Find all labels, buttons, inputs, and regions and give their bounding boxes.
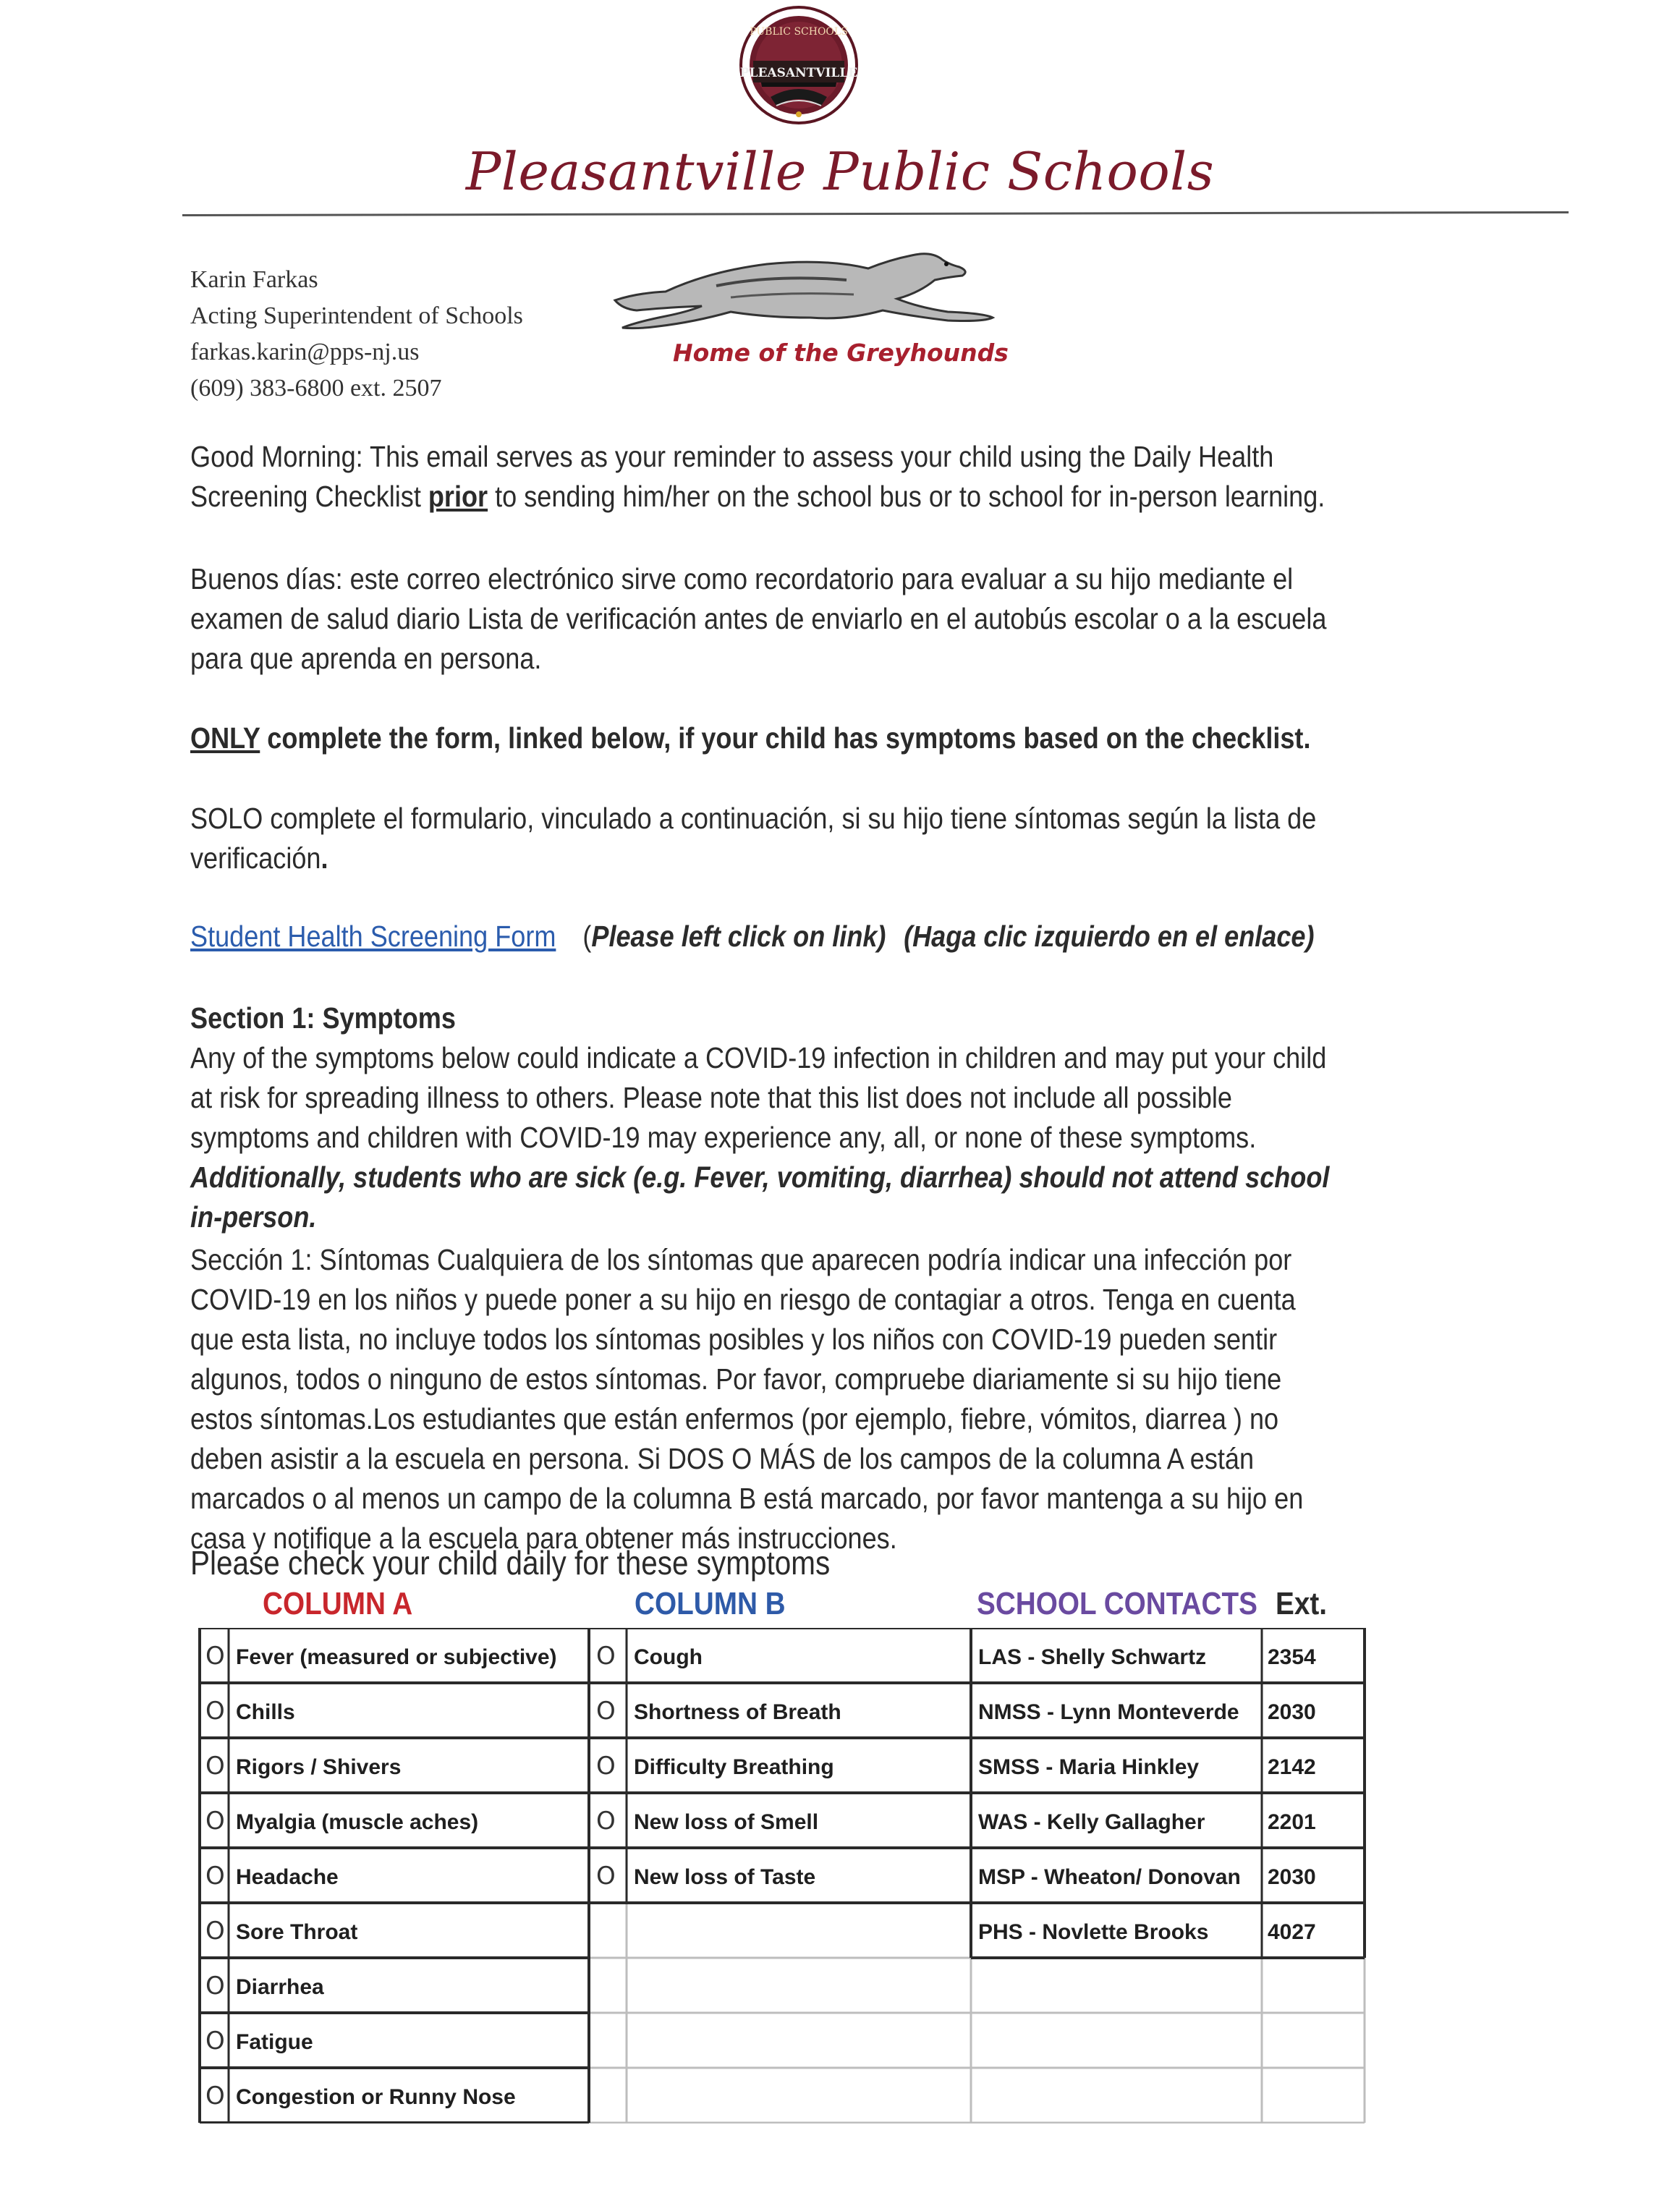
school-contact-name: WAS - Kelly Gallagher xyxy=(978,1810,1205,1834)
column-a-symptom: Chills xyxy=(236,1700,295,1724)
column-a-checkbox[interactable]: O xyxy=(205,1807,225,1836)
school-contact-name: PHS - Novlette Brooks xyxy=(978,1920,1209,1944)
column-b-checkbox[interactable]: O xyxy=(596,1807,616,1836)
school-contact-name: LAS - Shelly Schwartz xyxy=(978,1645,1207,1669)
school-contact-ext: 2030 xyxy=(1268,1865,1316,1889)
column-a-symptom: Fatigue xyxy=(236,2030,313,2054)
tagline: Home of the Greyhounds xyxy=(673,339,1009,367)
column-a-header: COLUMN A xyxy=(263,1586,413,1621)
seccion1-paragraph: Sección 1: Síntomas Cualquiera de los síntomas que aparecen podría indicar una infección por COVID-19 en los niños y puede poner a su hijo en riesgo de contagiar a otros. Tenga en cuenta que esta lista, no incluye todos los síntomas posibles y los niños con COVID-19 pueden sentir algunos, todos o ninguno de estos síntomas. Por favor, compruebe diariamente si su hijo tiene estos síntomas.Los estudiantes que están enfermos (por ejemplo, fiebre, vómitos, diarrea ) no deben asistir a la escuela en persona. Si DOS O MÁS de los campos de la columna A están marcados o al menos un campo de la columna B está marcado, por favor mantenga a su hijo en casa y notifique a la escuela para obtener más instrucciones. xyxy=(190,1243,1304,1555)
logo-banner-text: PLEASANTVILLE xyxy=(739,66,858,80)
checklist-heading: Please check your child daily for these symptoms xyxy=(190,1544,831,1582)
school-contact-ext: 2354 xyxy=(1268,1645,1316,1669)
column-a-checkbox[interactable]: O xyxy=(205,1752,225,1781)
contact-name: Karin Farkas xyxy=(190,266,318,293)
reminder-text-part1: Good Morning: This email serves as your reminder to assess your child using the Daily Health Screening Checklist xyxy=(190,440,1274,513)
column-b-symptom: New loss of Smell xyxy=(634,1810,819,1834)
reminder-text-part2: to sending him/her on the school bus or to school for in-person learning. xyxy=(488,480,1325,513)
solo-period: . xyxy=(321,841,328,875)
column-b-header: COLUMN B xyxy=(635,1586,786,1621)
link-note-en: Please left click on link) xyxy=(591,920,886,953)
column-b-checkbox[interactable]: O xyxy=(596,1862,616,1891)
reminder-paragraph-es: Buenos días: este correo electrónico sirve como recordatorio para evaluar a su hijo mediante el examen de salud diario Lista de verificación antes de enviarlo en el autobús escolar o a la escuela para que aprenda en persona. xyxy=(190,562,1327,675)
column-a-checkbox[interactable]: O xyxy=(205,1862,225,1891)
section1-title: Section 1: Symptoms xyxy=(190,1001,456,1035)
solo-instruction-text: SOLO complete el formulario, vinculado a continuación, si su hijo tiene síntomas según la lista de verificación xyxy=(190,802,1317,875)
contact-role: Acting Superintendent of Schools xyxy=(190,302,523,329)
school-contact-name: NMSS - Lynn Monteverde xyxy=(978,1700,1239,1724)
page-title: Pleasantville Public Schools xyxy=(465,141,1215,202)
section1-text: Any of the symptoms below could indicate a COVID-19 infection in children and may put your child at risk for spreading illness to others. Please note that this list does not include all possible symptoms and children with COVID-19 may experience any, all, or none of these symptoms. xyxy=(190,1041,1327,1154)
column-a-checkbox[interactable]: O xyxy=(205,1697,225,1726)
column-a-checkbox[interactable]: O xyxy=(205,1642,225,1671)
column-a-symptom: Myalgia (muscle aches) xyxy=(236,1810,479,1834)
school-contact-name: SMSS - Maria Hinkley xyxy=(978,1755,1200,1779)
column-a-symptom: Congestion or Runny Nose xyxy=(236,2085,516,2109)
column-a-checkbox[interactable]: O xyxy=(205,1917,225,1946)
column-a-checkbox[interactable]: O xyxy=(205,1972,225,2001)
header-divider xyxy=(182,211,1569,216)
column-b-symptom: Difficulty Breathing xyxy=(634,1755,834,1779)
contact-phone: (609) 383-6800 ext. 2507 xyxy=(190,375,442,402)
reminder-paragraph-en xyxy=(190,437,1336,517)
prior-emphasis: prior xyxy=(428,480,488,513)
column-a-symptom: Rigors / Shivers xyxy=(236,1755,402,1779)
section1-emphasis: Additionally, students who are sick (e.g. Fever, vomiting, diarrhea) should not attend school in-person. xyxy=(190,1161,1330,1234)
column-a-checkbox[interactable]: O xyxy=(205,2027,225,2055)
symptom-checklist-table xyxy=(198,1628,1367,2124)
link-note-es: (Haga clic izquierdo en el enlace) xyxy=(904,920,1315,953)
only-emphasis: ONLY xyxy=(190,721,260,755)
section1-block xyxy=(190,998,1336,1237)
form-link-line: Student Health Screening Form (Please left click on link) (Haga clic izquierdo en el enlace) xyxy=(190,920,1315,953)
column-a-symptom: Fever (measured or subjective) xyxy=(236,1645,557,1669)
column-b-checkbox[interactable]: O xyxy=(596,1697,616,1726)
only-instruction-text: complete the form, linked below, if your child has symptoms based on the checklist. xyxy=(260,721,1311,755)
column-b-symptom: Cough xyxy=(634,1645,703,1669)
greyhound-mascot-image xyxy=(608,242,998,344)
column-a-symptom: Sore Throat xyxy=(236,1920,358,1944)
column-a-checkbox[interactable]: O xyxy=(205,2082,225,2110)
only-instruction-en xyxy=(190,718,1336,758)
column-a-symptom: Diarrhea xyxy=(236,1975,324,1999)
column-b-checkbox[interactable]: O xyxy=(596,1752,616,1781)
district-seal-logo xyxy=(727,6,870,127)
school-contact-ext: 2142 xyxy=(1268,1755,1316,1779)
logo-arc-text: PUBLIC SCHOOLS xyxy=(750,26,848,38)
school-contact-ext: 2030 xyxy=(1268,1700,1316,1724)
school-contacts-header: SCHOOL CONTACTS xyxy=(977,1586,1257,1621)
only-instruction-es xyxy=(190,799,1336,878)
school-contact-ext: 2201 xyxy=(1268,1810,1316,1834)
column-a-symptom: Headache xyxy=(236,1865,339,1889)
student-health-screening-form-link[interactable]: Student Health Screening Form xyxy=(190,920,556,953)
ext-header: Ext. xyxy=(1276,1586,1328,1621)
column-b-symptom: New loss of Taste xyxy=(634,1865,816,1889)
contact-block xyxy=(190,262,523,407)
school-contact-ext: 4027 xyxy=(1268,1920,1316,1944)
contact-email[interactable]: farkas.karin@pps-nj.us xyxy=(190,339,420,365)
column-b-checkbox[interactable]: O xyxy=(596,1642,616,1671)
column-b-symptom: Shortness of Breath xyxy=(634,1700,841,1724)
school-contact-name: MSP - Wheaton/ Donovan xyxy=(978,1865,1241,1889)
